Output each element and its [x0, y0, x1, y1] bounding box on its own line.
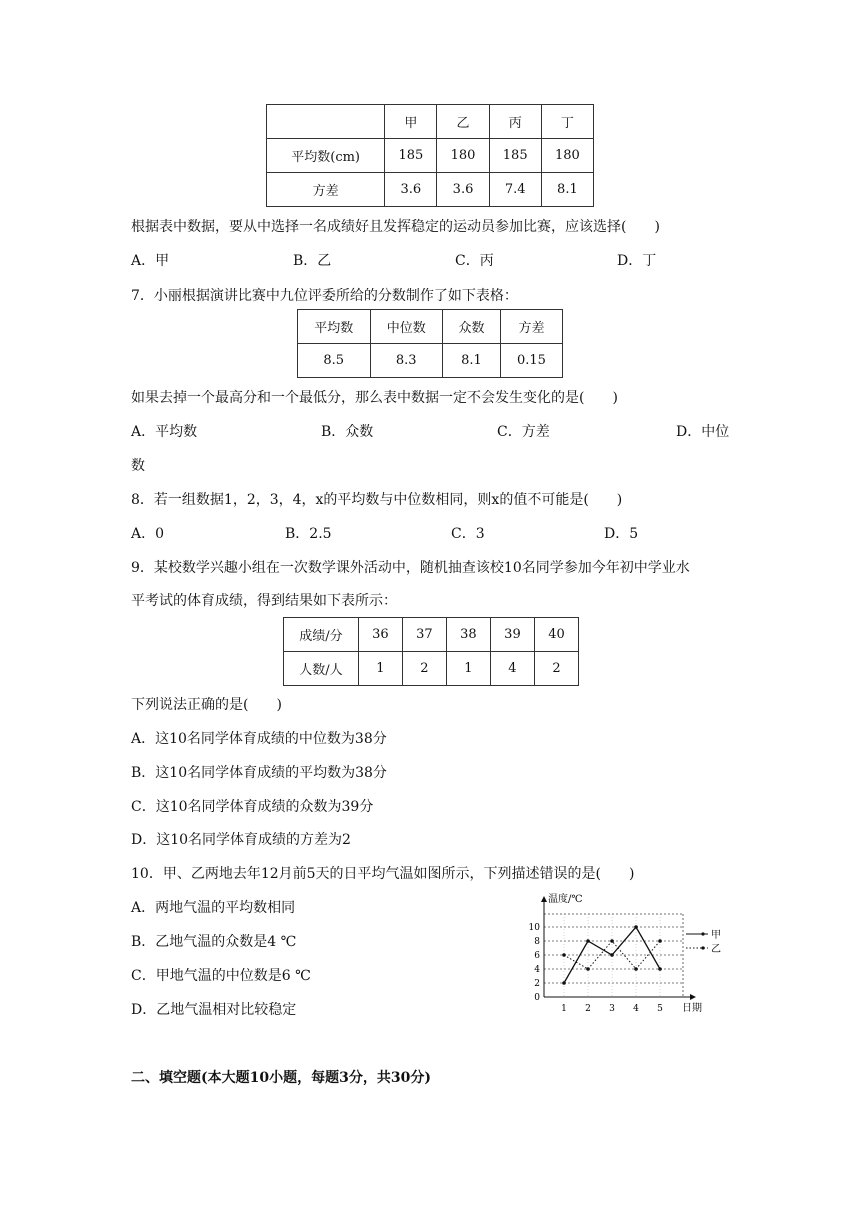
q7-header: 众数	[443, 310, 501, 344]
legend-label-jia: 甲	[711, 930, 721, 941]
q9-cell: 2	[402, 652, 446, 686]
q10-option-b: B．乙地气温的众数是4 ℃	[131, 934, 297, 950]
data-point-jia	[658, 967, 662, 971]
q9-cell: 36	[358, 618, 402, 652]
data-point-jia	[586, 939, 590, 943]
q9-cell: 4	[490, 652, 534, 686]
q9-stem-line1: 9．某校数学兴趣小组在一次数学课外活动中，随机抽查该校10名同学参加今年初中学业水	[131, 560, 690, 576]
chart-x-tick-label: 2	[585, 1004, 591, 1014]
q7-cell: 8.1	[443, 344, 501, 378]
q8-option-a: A．0	[131, 526, 165, 542]
q6-cell: 7.4	[489, 173, 541, 207]
q6-cell: 8.1	[541, 173, 593, 207]
q9-option-c: C．这10名同学体育成绩的众数为39分	[131, 799, 374, 815]
q9-cell: 37	[402, 618, 446, 652]
chart-y-tick-label: 4	[534, 965, 540, 975]
q8-option-c: C．3	[451, 526, 485, 542]
q9-question: 下列说法正确的是( )	[131, 697, 282, 713]
q7-header: 中位数	[370, 310, 443, 344]
q9-row-label: 人数/人	[284, 652, 359, 686]
q6-row-label: 方差	[267, 173, 385, 207]
data-point-yi	[610, 939, 614, 943]
q9-stem-line2: 平考试的体育成绩，得到结果如下表所示：	[131, 593, 397, 609]
data-point-jia	[562, 981, 566, 985]
q7-header: 方差	[500, 310, 562, 344]
q10-stem: 10．甲、乙两地去年12月前5天的日平均气温如图所示，下列描述错误的是( )	[131, 866, 635, 882]
chart-x-tick-label: 3	[609, 1004, 615, 1014]
data-point-yi	[634, 967, 638, 971]
chart-x-tick-label: 4	[633, 1004, 639, 1014]
chart-y-axis-label: 温度/℃	[548, 894, 583, 905]
q7-question: 如果去掉一个最高分和一个最低分，那么表中数据一定不会发生变化的是( )	[131, 390, 618, 406]
q8-stem: 8．若一组数据1，2，3，4，x的平均数与中位数相同，则x的值不可能是( )	[131, 492, 623, 508]
q6-cell: 180	[541, 139, 593, 173]
q10-option-a: A．两地气温的平均数相同	[131, 900, 296, 916]
q7-option-d: D．中位	[676, 424, 730, 440]
data-point-yi	[562, 953, 566, 957]
chart-x-axis-arrow	[690, 994, 696, 1000]
q6-option-c: C．丙	[455, 253, 494, 269]
legend-marker-yi	[701, 946, 704, 949]
q6-col-bing: 丙	[489, 105, 541, 139]
chart-y-tick-label: 0	[534, 993, 540, 1003]
data-point-yi	[658, 939, 662, 943]
q6-col-ding: 丁	[541, 105, 593, 139]
temperature-line-chart	[520, 890, 740, 1018]
q9-table	[283, 617, 579, 686]
q9-row-label: 成绩/分	[284, 618, 359, 652]
q6-cell: 3.6	[385, 173, 437, 207]
q7-header: 平均数	[298, 310, 371, 344]
data-point-yi	[586, 967, 590, 971]
chart-x-tick-label: 5	[657, 1004, 663, 1014]
q6-cell: 185	[385, 139, 437, 173]
chart-x-tick-label: 1	[561, 1004, 567, 1014]
data-point-jia	[610, 953, 614, 957]
q6-col-jia: 甲	[385, 105, 437, 139]
q6-option-a: A．甲	[131, 253, 170, 269]
q6-option-d: D．丁	[617, 253, 657, 269]
q9-option-a: A．这10名同学体育成绩的中位数为38分	[131, 731, 387, 747]
data-point-jia	[634, 925, 638, 929]
q7-option-a: A．平均数	[131, 424, 198, 440]
q9-option-b: B．这10名同学体育成绩的平均数为38分	[131, 765, 387, 781]
legend-label-yi: 乙	[711, 944, 721, 955]
q6-row-label: 平均数(cm)	[267, 139, 385, 173]
q7-stem: 7．小丽根据演讲比赛中九位评委所给的分数制作了如下表格：	[131, 288, 518, 304]
chart-y-tick-label: 2	[534, 979, 540, 989]
q9-cell: 40	[534, 618, 578, 652]
q9-cell: 1	[446, 652, 490, 686]
chart-y-tick-label: 6	[534, 951, 540, 961]
q7-option-b: B．众数	[321, 424, 374, 440]
q9-option-d: D．这10名同学体育成绩的方差为2	[131, 832, 351, 848]
q7-cell: 8.5	[298, 344, 371, 378]
q7-option-c: C．方差	[497, 424, 550, 440]
q6-table	[266, 104, 594, 207]
q8-option-d: D．5	[604, 526, 639, 542]
q8-option-b: B．2.5	[285, 526, 332, 542]
q9-cell: 1	[358, 652, 402, 686]
q9-cell: 2	[534, 652, 578, 686]
chart-y-tick-label: 8	[534, 937, 540, 947]
chart-y-tick-label: 10	[528, 923, 540, 933]
q9-cell: 39	[490, 618, 534, 652]
section-2-heading: 二、填空题(本大题10小题，每题3分，共30分)	[131, 1070, 431, 1086]
q6-table-corner	[267, 105, 385, 139]
q6-cell: 185	[489, 139, 541, 173]
q6-cell: 180	[437, 139, 489, 173]
q10-option-c: C．甲地气温的中位数是6 ℃	[131, 968, 311, 984]
chart-y-axis-arrow	[541, 896, 547, 902]
q7-table	[297, 309, 563, 378]
q6-cell: 3.6	[437, 173, 489, 207]
legend-marker-jia	[701, 932, 704, 935]
q6-question: 根据表中数据，要从中选择一名成绩好且发挥稳定的运动员参加比赛，应该选择( )	[131, 219, 660, 235]
q10-option-d: D．乙地气温相对比较稳定	[131, 1002, 297, 1018]
q7-cell: 8.3	[370, 344, 443, 378]
q6-option-b: B．乙	[293, 253, 332, 269]
q6-col-yi: 乙	[437, 105, 489, 139]
q9-cell: 38	[446, 618, 490, 652]
q7-cell: 0.15	[500, 344, 562, 378]
q7-option-d-wrap: 数	[131, 458, 145, 474]
chart-x-axis-label: 日期	[682, 1003, 702, 1014]
